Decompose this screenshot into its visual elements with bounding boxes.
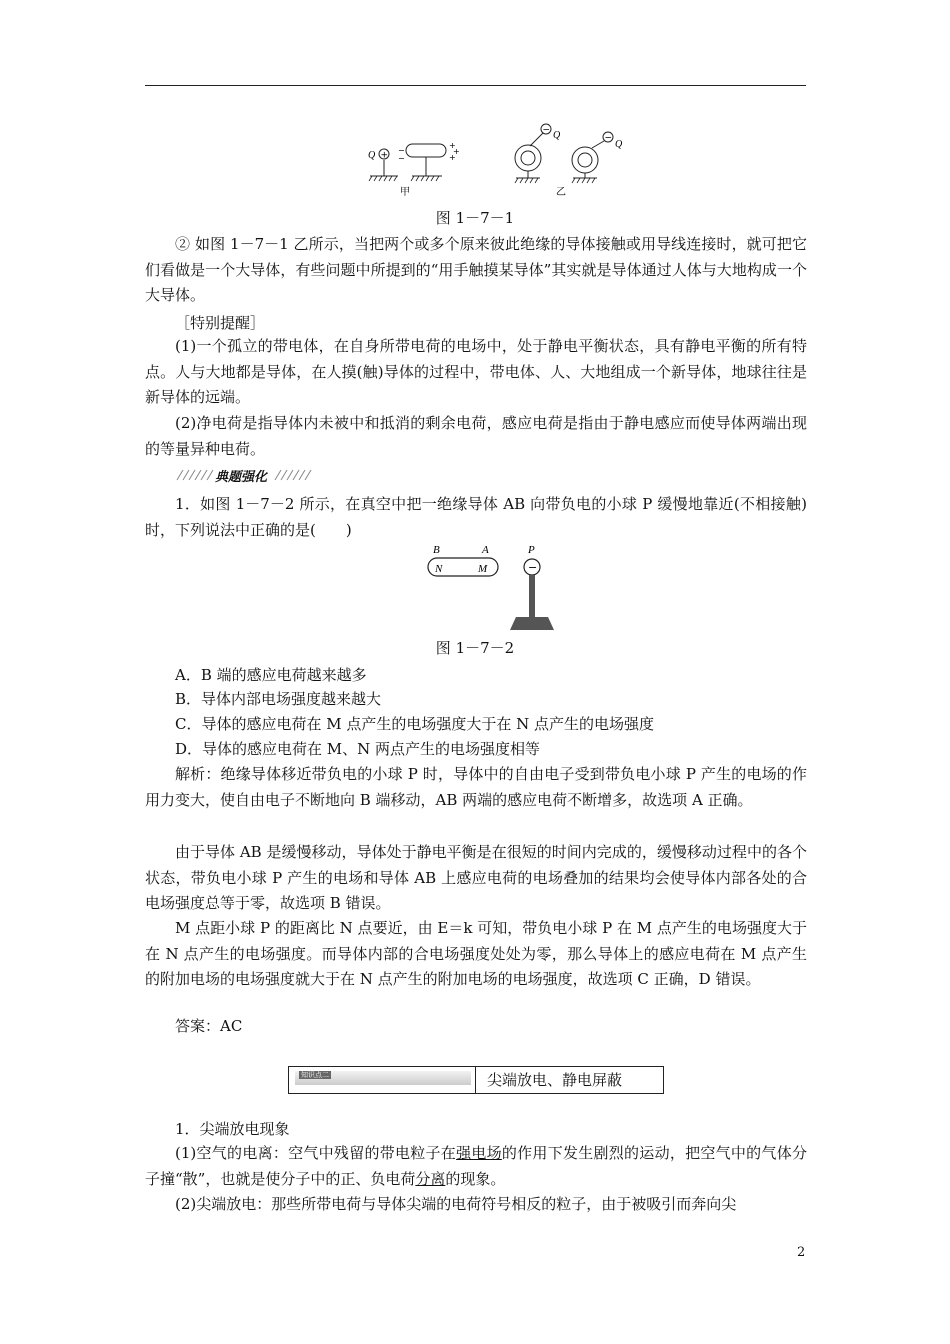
svg-text:+: + bbox=[453, 147, 460, 156]
typical-exercise-tag bbox=[175, 466, 315, 484]
point-discharge: (2)尖端放电：那些所带电荷与导体尖端的电荷符号相反的粒子，由于被吸引而奔向尖 bbox=[175, 1195, 737, 1213]
figure-caption-2: 图 1－7－2 bbox=[435, 639, 515, 657]
svg-text:Q: Q bbox=[553, 130, 561, 141]
figure-1-7-1 bbox=[360, 120, 630, 200]
svg-text:−: − bbox=[528, 561, 538, 574]
label-jia: 甲 bbox=[400, 187, 410, 198]
svg-text:−: − bbox=[542, 125, 551, 136]
figure-1-7-2 bbox=[420, 542, 560, 634]
svg-text:+: + bbox=[449, 141, 456, 150]
svg-text:N: N bbox=[435, 563, 443, 575]
svg-text:+: + bbox=[380, 150, 389, 161]
svg-text:−: − bbox=[398, 154, 405, 163]
typical-exercise-label: 典题强化 bbox=[215, 470, 268, 485]
hatch-icon bbox=[175, 466, 215, 484]
question-1: 1．如图 1－7－2 所示，在真空中把一绝缘导体 AB 向带负电的小球 P 缓慢地靠近(不相接触)时，下列说法中正确的是( ) bbox=[145, 495, 807, 539]
paragraph-2: ② 如图 1－7－1 乙所示，当把两个或多个原来彼此绝缘的导体接触或用导线连接时，就可把它们看做是一个大导体，有些问题中所提到的“用手触摸某导体”其实就是导体通过人体与大地构成一个大导体。 bbox=[145, 235, 807, 304]
stand-base bbox=[510, 617, 554, 630]
reminder-2: (2)净电荷是指导体内未被中和抵消的剩余电荷，感应电荷是指由于静电感应而使导体两端出现的等量异种电荷。 bbox=[145, 414, 807, 458]
answer: 答案：AC bbox=[175, 1017, 243, 1035]
subheading-1: 1．尖端放电现象 bbox=[175, 1120, 290, 1138]
svg-text:+: + bbox=[449, 153, 456, 162]
section-header-box bbox=[288, 1066, 664, 1094]
stand-pole bbox=[529, 575, 535, 617]
svg-text:Q: Q bbox=[615, 139, 623, 150]
analysis-1: 解析：绝缘导体移近带负电的小球 P 时，导体中的自由电子受到带负电小球 P 产生的电场的作用力变大，使自由电子不断地向 B 端移动，AB 两端的感应电荷不断增多，故选项 A 正确。 bbox=[145, 765, 807, 809]
option-c: C．导体的感应电荷在 M 点产生的电场强度大于在 N 点产生的电场强度 bbox=[175, 715, 655, 733]
section-tag-bar bbox=[295, 1071, 471, 1085]
page-number: 2 bbox=[797, 1245, 806, 1260]
option-b: B．导体内部电场强度越来越大 bbox=[175, 690, 382, 708]
label-yi: 乙 bbox=[556, 187, 566, 198]
svg-text:M: M bbox=[478, 563, 488, 575]
svg-text:−: − bbox=[398, 146, 405, 155]
hollow-sphere-left bbox=[515, 145, 541, 171]
analysis-2: 由于导体 AB 是缓慢移动，导体处于静电平衡是在很短的时间内完成的，缓慢移动过程中的各个状态，带负电小球 P 产生的电场和导体 AB 上感应电荷的电场叠加的结果均会使导体内部各处的合电场强度总等于零，故选项 B 错误。 bbox=[145, 843, 807, 912]
hollow-sphere-right bbox=[572, 147, 598, 173]
svg-text:P: P bbox=[528, 544, 535, 556]
hatch-icon bbox=[273, 466, 313, 484]
section-tag: 知识点二 bbox=[301, 1071, 329, 1079]
air-ionization: (1)空气的电离：空气中残留的带电粒子在强电场的作用下发生剧烈的运动，把空气中的气体分子撞“散”，也就是使分子中的正、负电荷分离的现象。 bbox=[145, 1144, 807, 1188]
option-d: D．导体的感应电荷在 M、N 两点产生的电场强度相等 bbox=[175, 740, 541, 758]
conductor-rod bbox=[406, 144, 446, 157]
svg-text:−: − bbox=[604, 133, 613, 144]
header-rule bbox=[145, 85, 806, 86]
svg-text:A: A bbox=[482, 544, 489, 556]
figure-caption-1: 图 1－7－1 bbox=[435, 209, 515, 227]
option-a: A．B 端的感应电荷越来越多 bbox=[175, 666, 367, 684]
q-plus-label: Q bbox=[368, 150, 376, 161]
reminder-1: (1)一个孤立的带电体，在自身所带电荷的电场中，处于静电平衡状态，具有静电平衡的所有特点。人与大地都是导体，在人摸(触)导体的过程中，带电体、人、大地组成一个新导体，地球往往是新导体的远端。 bbox=[145, 337, 807, 406]
svg-text:B: B bbox=[433, 544, 440, 556]
analysis-3: M 点距小球 P 的距离比 N 点要近，由 E＝k 可知，带负电小球 P 在 M 点产生的电场强度大于在 N 点产生的电场强度。而导体内部的合电场强度处处为零，那么导体上的感应电荷在 M 点产生的附加电场的电场强度就大于在 N 点产生的附加电场的电场强度，故选项 C 正确，D 错误。 bbox=[145, 919, 807, 988]
special-reminder-title: ［特别提醒］ bbox=[175, 314, 266, 332]
section-title: 尖端放电、静电屏蔽 bbox=[487, 1071, 623, 1089]
